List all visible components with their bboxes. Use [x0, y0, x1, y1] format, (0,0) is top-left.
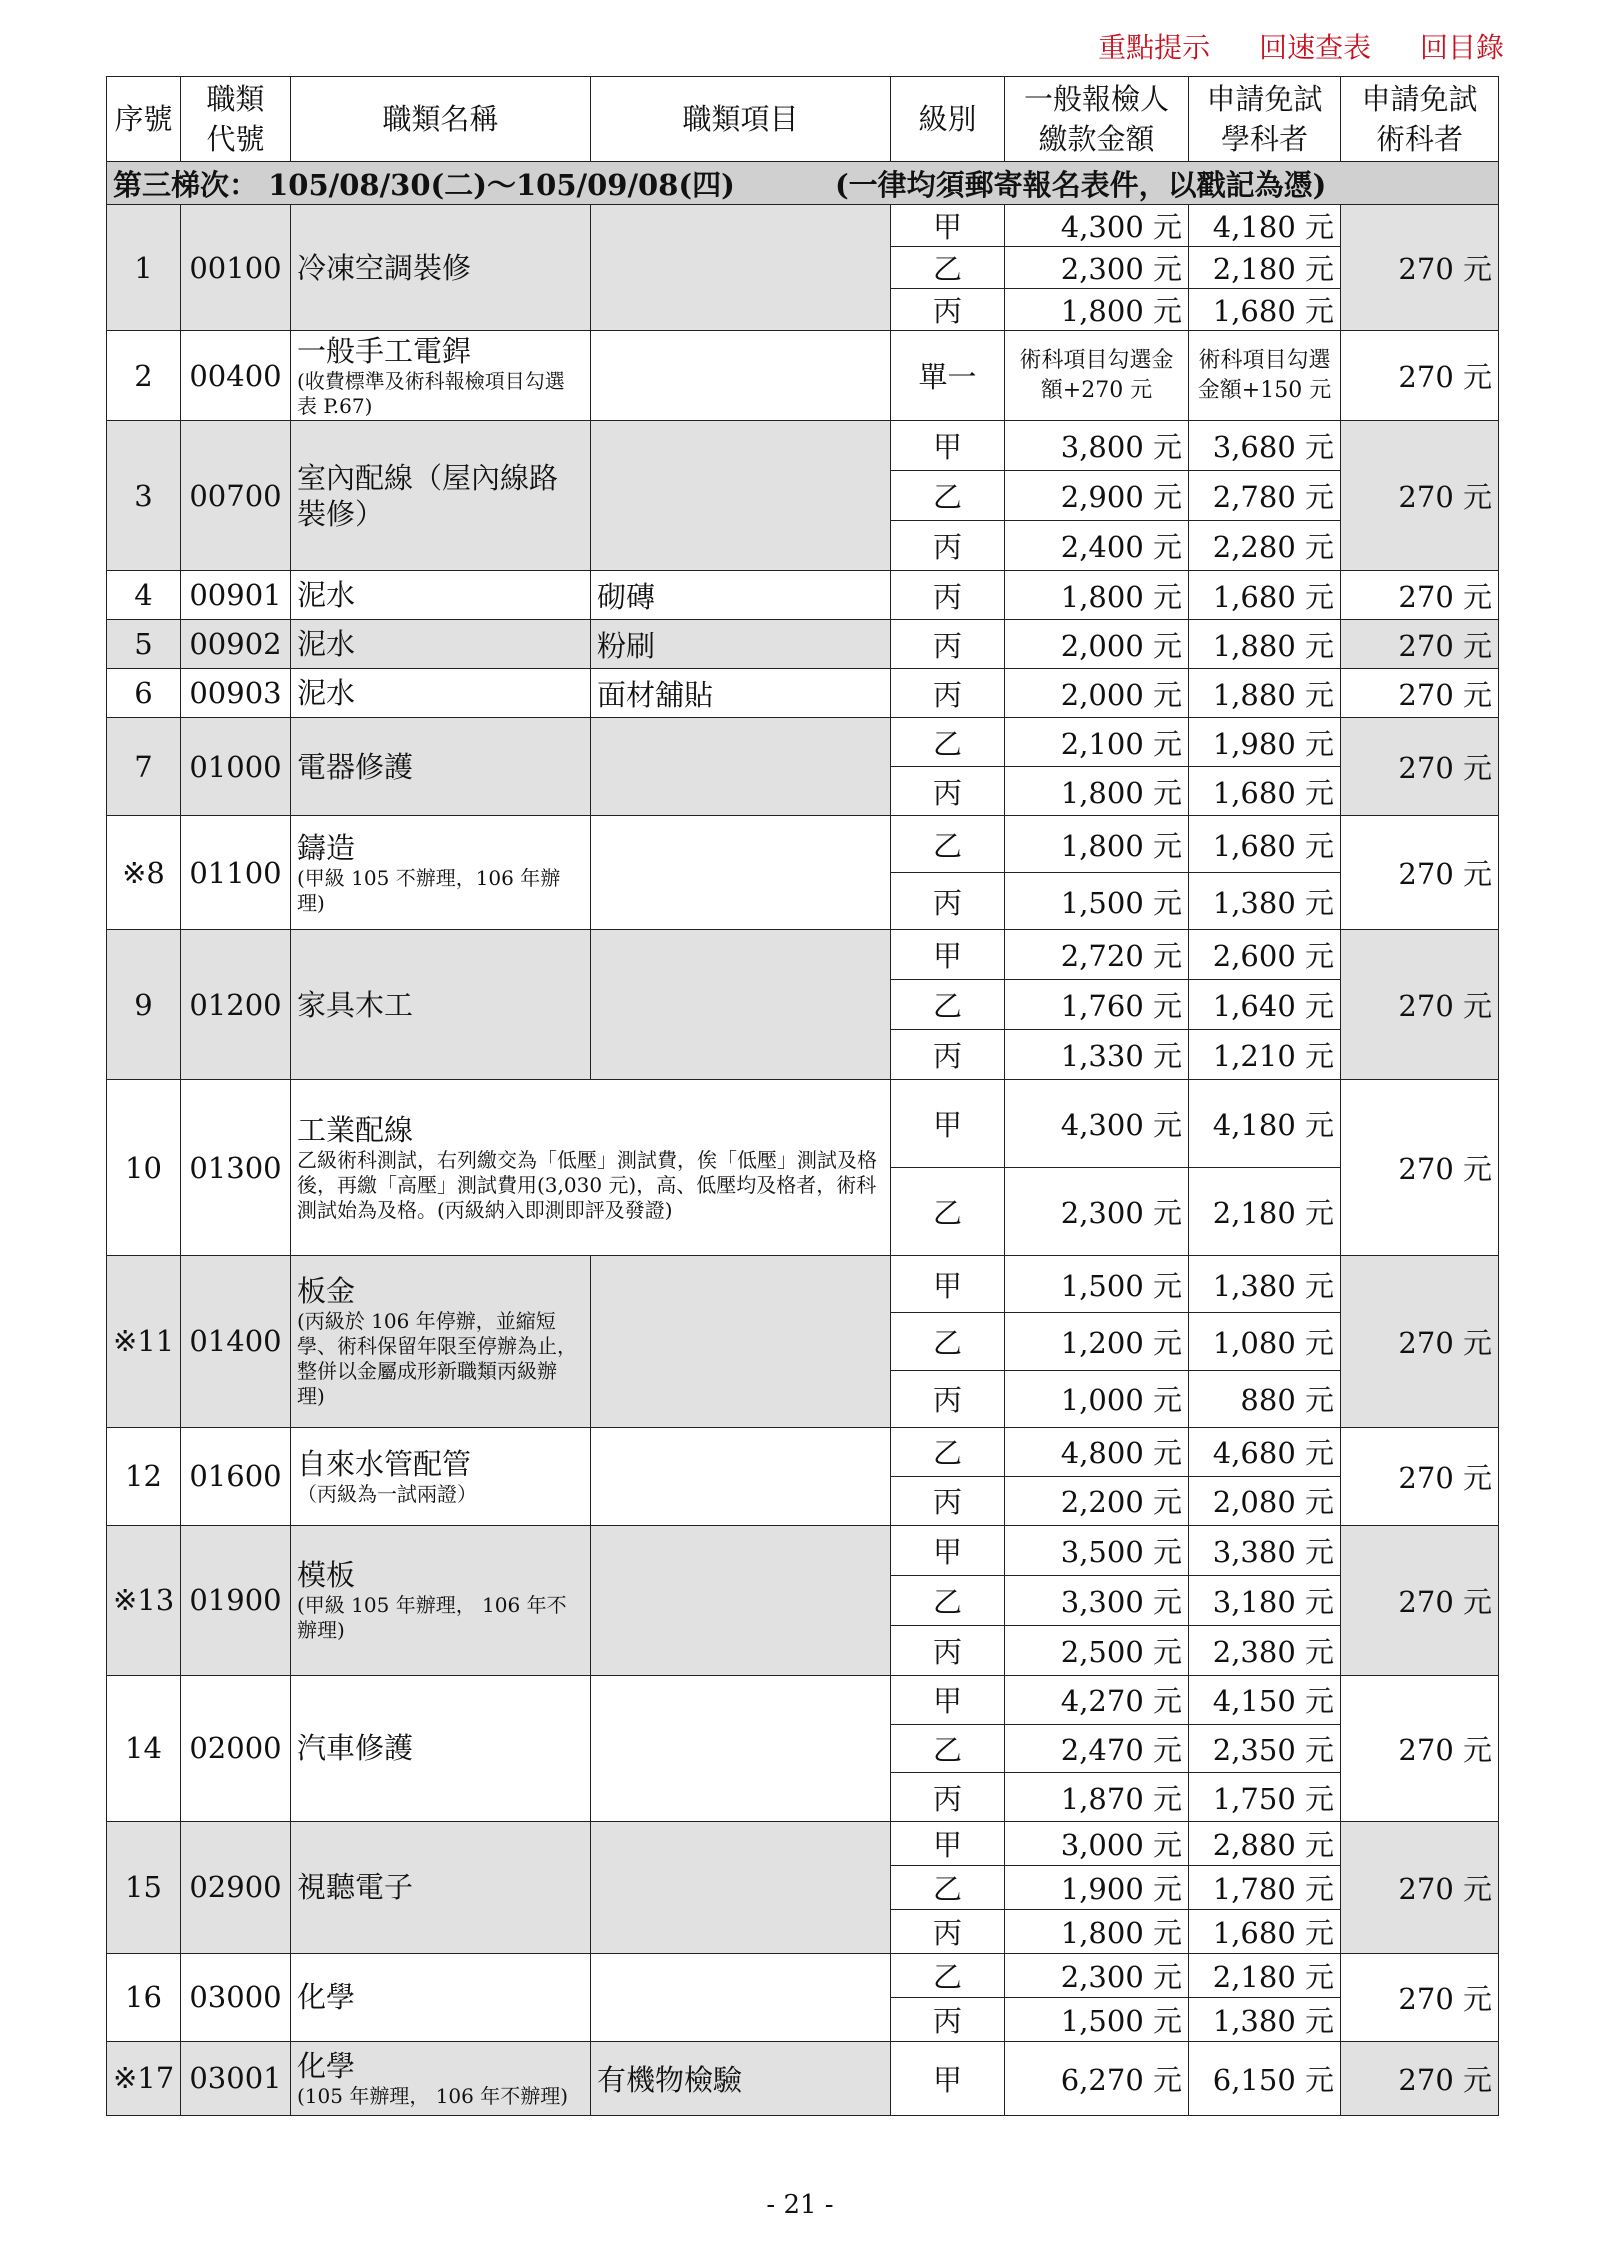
cell-name — [291, 331, 591, 421]
cell-level: 乙 — [891, 1575, 1005, 1625]
table-row — [107, 669, 1499, 718]
cell-exempt-theory: 3,180 元 — [1189, 1575, 1341, 1625]
cell-level: 甲 — [891, 1256, 1005, 1313]
cell-exempt-theory: 2,880 元 — [1189, 1821, 1341, 1865]
cell-exempt-practical: 270 元 — [1341, 620, 1499, 669]
cell-item — [591, 718, 891, 816]
cell-fee: 2,300 元 — [1005, 1168, 1189, 1256]
cell-item — [591, 1525, 891, 1675]
cell-exempt-theory: 1,380 元 — [1189, 1997, 1341, 2041]
cell-item — [591, 205, 891, 331]
cell-level: 乙 — [891, 1427, 1005, 1476]
cell-level: 甲 — [891, 1525, 1005, 1575]
cell-exempt-theory: 1,640 元 — [1189, 980, 1341, 1030]
table-row — [107, 816, 1499, 873]
cell-level: 乙 — [891, 718, 1005, 767]
cell-level: 丙 — [891, 1997, 1005, 2041]
job-note: 乙級術科測試，右列繳交為「低壓」測試費，俟「低壓」測試及格後，再繳「高壓」測試費用(3,030 元)，高、低壓均及格者，術科測試始為及格。(丙級納入即測即評及發證) — [297, 1148, 877, 1222]
cell-fee: 4,300 元 — [1005, 205, 1189, 247]
cell-code: 01100 — [181, 816, 291, 930]
header-item: 職類項目 — [591, 77, 891, 162]
cell-seq: 12 — [107, 1427, 181, 1525]
cell-exempt-theory: 2,350 元 — [1189, 1724, 1341, 1773]
table-row — [107, 2041, 1499, 2115]
job-name: 模板 — [297, 1558, 356, 1593]
cell-exempt-theory: 術科項目勾選金額+150 元 — [1189, 331, 1341, 421]
cell-exempt-theory: 1,680 元 — [1189, 289, 1341, 331]
cell-name — [291, 571, 591, 620]
cell-level: 乙 — [891, 471, 1005, 521]
cell-exempt-theory: 1,680 元 — [1189, 1909, 1341, 1953]
cell-item — [591, 1675, 891, 1821]
cell-level: 丙 — [891, 289, 1005, 331]
table-row — [107, 571, 1499, 620]
cell-seq: 1 — [107, 205, 181, 331]
cell-fee: 2,720 元 — [1005, 930, 1189, 980]
cell-exempt-practical: 270 元 — [1341, 2041, 1499, 2115]
cell-fee: 2,100 元 — [1005, 718, 1189, 767]
top-links — [1058, 26, 1504, 66]
cell-exempt-theory: 1,210 元 — [1189, 1030, 1341, 1080]
job-name: 泥水 — [297, 627, 356, 661]
job-name: 泥水 — [297, 578, 356, 612]
cell-name — [291, 1427, 591, 1525]
table-row — [107, 1953, 1499, 1997]
job-name: 鑄造 — [297, 830, 356, 865]
cell-name — [291, 930, 591, 1080]
job-name: 視聽電子 — [297, 1870, 414, 1905]
cell-exempt-practical: 270 元 — [1341, 1427, 1499, 1525]
cell-exempt-theory: 2,180 元 — [1189, 247, 1341, 289]
cell-exempt-theory: 4,150 元 — [1189, 1675, 1341, 1724]
cell-exempt-theory: 1,680 元 — [1189, 816, 1341, 873]
cell-fee: 1,800 元 — [1005, 289, 1189, 331]
cell-item — [591, 1427, 891, 1525]
cell-fee: 2,200 元 — [1005, 1476, 1189, 1525]
table-row — [107, 620, 1499, 669]
cell-fee: 3,800 元 — [1005, 421, 1189, 471]
cell-fee: 1,870 元 — [1005, 1773, 1189, 1822]
table-row — [107, 718, 1499, 767]
cell-exempt-theory: 4,180 元 — [1189, 1080, 1341, 1168]
job-note: (甲級 105 年辦理， 106 年不辦理) — [297, 1593, 567, 1643]
cell-exempt-theory: 2,280 元 — [1189, 521, 1341, 571]
cell-fee: 1,800 元 — [1005, 1909, 1189, 1953]
page-number: - 21 - — [766, 2190, 834, 2220]
cell-fee: 1,900 元 — [1005, 1865, 1189, 1909]
cell-fee: 4,300 元 — [1005, 1080, 1189, 1168]
cell-exempt-practical: 270 元 — [1341, 816, 1499, 930]
cell-exempt-theory: 2,080 元 — [1189, 1476, 1341, 1525]
cell-seq: 7 — [107, 718, 181, 816]
cell-name — [291, 1256, 591, 1428]
cell-item — [591, 1953, 891, 2041]
header-fee: 一般報檢人繳款金額 — [1005, 77, 1189, 162]
cell-item — [591, 331, 891, 421]
cell-name — [291, 669, 591, 718]
cell-exempt-practical: 270 元 — [1341, 1256, 1499, 1428]
table-row — [107, 1427, 1499, 1476]
job-name: 化學 — [297, 1980, 356, 2015]
cell-exempt-practical: 270 元 — [1341, 331, 1499, 421]
cell-level: 丙 — [891, 1909, 1005, 1953]
header-row — [107, 77, 1499, 162]
cell-item: 面材舖貼 — [591, 669, 891, 718]
fee-table-body — [107, 205, 1499, 2116]
cell-code: 00400 — [181, 331, 291, 421]
cell-exempt-theory: 1,080 元 — [1189, 1313, 1341, 1370]
cell-exempt-practical: 270 元 — [1341, 1821, 1499, 1953]
cell-name — [291, 620, 591, 669]
cell-level: 甲 — [891, 1821, 1005, 1865]
cell-exempt-theory: 1,680 元 — [1189, 571, 1341, 620]
cell-level: 丙 — [891, 1476, 1005, 1525]
cell-exempt-practical: 270 元 — [1341, 930, 1499, 1080]
cell-fee: 3,500 元 — [1005, 1525, 1189, 1575]
table-row — [107, 421, 1499, 471]
session-title-row — [107, 162, 1499, 205]
cell-fee: 2,900 元 — [1005, 471, 1189, 521]
cell-exempt-theory: 2,180 元 — [1189, 1953, 1341, 1997]
cell-fee: 2,000 元 — [1005, 669, 1189, 718]
header-seq: 序號 — [107, 77, 181, 162]
cell-level: 甲 — [891, 205, 1005, 247]
cell-seq: ※8 — [107, 816, 181, 930]
cell-fee: 2,300 元 — [1005, 247, 1189, 289]
cell-exempt-practical: 270 元 — [1341, 421, 1499, 571]
cell-level: 丙 — [891, 1030, 1005, 1080]
cell-level: 甲 — [891, 1675, 1005, 1724]
cell-seq: 2 — [107, 331, 181, 421]
cell-name — [291, 718, 591, 816]
cell-level: 乙 — [891, 1168, 1005, 1256]
table-row — [107, 1525, 1499, 1575]
cell-level: 丙 — [891, 669, 1005, 718]
cell-exempt-theory: 6,150 元 — [1189, 2041, 1341, 2115]
cell-seq: ※11 — [107, 1256, 181, 1428]
job-name: 汽車修護 — [297, 1731, 414, 1766]
cell-exempt-theory: 2,180 元 — [1189, 1168, 1341, 1256]
cell-exempt-theory: 2,780 元 — [1189, 471, 1341, 521]
cell-fee: 1,500 元 — [1005, 1256, 1189, 1313]
cell-code: 01900 — [181, 1525, 291, 1675]
link-key-points[interactable]: 重點提示 — [1098, 31, 1211, 64]
cell-level: 丙 — [891, 620, 1005, 669]
cell-name — [291, 205, 591, 331]
cell-level: 丙 — [891, 1370, 1005, 1427]
job-name: 電器修護 — [297, 749, 414, 784]
cell-exempt-practical: 270 元 — [1341, 1953, 1499, 2041]
header-code: 職類代號 — [181, 77, 291, 162]
job-name: 一般手工電銲 — [297, 333, 472, 368]
cell-item — [591, 421, 891, 571]
cell-exempt-practical: 270 元 — [1341, 1080, 1499, 1256]
header-exempt-practical: 申請免試術科者 — [1341, 77, 1499, 162]
session-mail-note: (一律均須郵寄報名表件，以戳記為憑) — [834, 167, 1327, 202]
table-row — [107, 1675, 1499, 1724]
cell-name — [291, 816, 591, 930]
cell-exempt-theory: 1,980 元 — [1189, 718, 1341, 767]
cell-level: 甲 — [891, 1080, 1005, 1168]
cell-item: 砌磚 — [591, 571, 891, 620]
cell-fee: 1,500 元 — [1005, 1997, 1189, 2041]
cell-fee: 3,300 元 — [1005, 1575, 1189, 1625]
link-quick-lookup[interactable]: 回速查表 — [1259, 31, 1372, 64]
cell-level: 丙 — [891, 521, 1005, 571]
cell-exempt-practical: 270 元 — [1341, 718, 1499, 816]
table-row — [107, 205, 1499, 247]
cell-item — [591, 930, 891, 1080]
cell-fee: 1,760 元 — [1005, 980, 1189, 1030]
job-name: 家具木工 — [297, 987, 414, 1022]
cell-level: 丙 — [891, 1773, 1005, 1822]
link-table-of-contents[interactable]: 回目錄 — [1419, 31, 1504, 64]
cell-exempt-practical: 270 元 — [1341, 205, 1499, 331]
cell-code: 00902 — [181, 620, 291, 669]
cell-code: 00700 — [181, 421, 291, 571]
job-note: (105 年辦理， 106 年不辦理) — [297, 2083, 569, 2108]
job-note: (收費標準及術科報檢項目勾選表 P.67) — [297, 368, 565, 418]
cell-level: 乙 — [891, 247, 1005, 289]
cell-exempt-theory: 4,680 元 — [1189, 1427, 1341, 1476]
cell-name — [291, 1675, 591, 1821]
table-row — [107, 331, 1499, 421]
cell-level: 乙 — [891, 980, 1005, 1030]
cell-code: 03000 — [181, 1953, 291, 2041]
cell-name — [291, 1821, 591, 1953]
cell-item: 有機物檢驗 — [591, 2041, 891, 2115]
cell-item: 粉刷 — [591, 620, 891, 669]
session-title — [107, 162, 1499, 205]
cell-level: 乙 — [891, 1313, 1005, 1370]
cell-code: 03001 — [181, 2041, 291, 2115]
cell-fee: 2,500 元 — [1005, 1625, 1189, 1675]
cell-code: 01300 — [181, 1080, 291, 1256]
cell-seq: 4 — [107, 571, 181, 620]
cell-level: 甲 — [891, 2041, 1005, 2115]
cell-level: 丙 — [891, 767, 1005, 816]
cell-item — [591, 816, 891, 930]
cell-name — [291, 1525, 591, 1675]
header-level: 級別 — [891, 77, 1005, 162]
fee-table-sheet — [106, 76, 1498, 2116]
cell-seq: 16 — [107, 1953, 181, 2041]
cell-fee: 1,200 元 — [1005, 1313, 1189, 1370]
cell-seq: ※17 — [107, 2041, 181, 2115]
table-row — [107, 1256, 1499, 1313]
job-name: 工業配線 — [297, 1113, 414, 1147]
cell-exempt-theory: 1,750 元 — [1189, 1773, 1341, 1822]
cell-level: 甲 — [891, 930, 1005, 980]
cell-code: 01000 — [181, 718, 291, 816]
cell-exempt-practical: 270 元 — [1341, 1525, 1499, 1675]
cell-level: 單一 — [891, 331, 1005, 421]
job-name: 冷凍空調裝修 — [297, 250, 472, 285]
cell-seq: 10 — [107, 1080, 181, 1256]
cell-level: 丙 — [891, 571, 1005, 620]
cell-fee: 1,500 元 — [1005, 873, 1189, 930]
cell-code: 02000 — [181, 1675, 291, 1821]
cell-level: 乙 — [891, 1953, 1005, 1997]
cell-fee: 1,000 元 — [1005, 1370, 1189, 1427]
cell-fee: 2,000 元 — [1005, 620, 1189, 669]
cell-level: 丙 — [891, 1625, 1005, 1675]
cell-seq: 14 — [107, 1675, 181, 1821]
cell-exempt-practical: 270 元 — [1341, 1675, 1499, 1821]
cell-fee: 2,300 元 — [1005, 1953, 1189, 1997]
cell-exempt-theory: 3,380 元 — [1189, 1525, 1341, 1575]
cell-level: 甲 — [891, 421, 1005, 471]
cell-code: 00903 — [181, 669, 291, 718]
cell-item — [591, 1821, 891, 1953]
cell-name — [291, 421, 591, 571]
cell-code: 01600 — [181, 1427, 291, 1525]
cell-code: 00901 — [181, 571, 291, 620]
cell-fee: 3,000 元 — [1005, 1821, 1189, 1865]
cell-level: 乙 — [891, 1724, 1005, 1773]
cell-fee: 4,270 元 — [1005, 1675, 1189, 1724]
job-name: 室內配線（屋內線路裝修） — [297, 460, 559, 531]
cell-exempt-theory: 4,180 元 — [1189, 205, 1341, 247]
cell-exempt-theory: 2,380 元 — [1189, 1625, 1341, 1675]
cell-seq: 3 — [107, 421, 181, 571]
cell-level: 丙 — [891, 873, 1005, 930]
session-dates: 第三梯次： 105/08/30(二)～105/09/08(四) — [113, 167, 735, 202]
cell-exempt-practical: 270 元 — [1341, 571, 1499, 620]
header-name: 職類名稱 — [291, 77, 591, 162]
cell-code: 02900 — [181, 1821, 291, 1953]
cell-seq: 15 — [107, 1821, 181, 1953]
cell-exempt-practical: 270 元 — [1341, 669, 1499, 718]
table-row — [107, 1821, 1499, 1865]
job-name: 化學 — [297, 2048, 356, 2083]
cell-fee: 1,330 元 — [1005, 1030, 1189, 1080]
table-row — [107, 930, 1499, 980]
cell-fee: 1,800 元 — [1005, 571, 1189, 620]
cell-code: 01200 — [181, 930, 291, 1080]
cell-fee: 1,800 元 — [1005, 767, 1189, 816]
cell-name — [291, 2041, 591, 2115]
fee-table — [106, 76, 1499, 2116]
cell-exempt-theory: 880 元 — [1189, 1370, 1341, 1427]
cell-exempt-theory: 2,600 元 — [1189, 930, 1341, 980]
cell-name — [291, 1080, 891, 1256]
cell-exempt-theory: 1,780 元 — [1189, 1865, 1341, 1909]
table-row — [107, 1080, 1499, 1168]
cell-fee: 2,470 元 — [1005, 1724, 1189, 1773]
cell-code: 00100 — [181, 205, 291, 331]
job-name: 板金 — [297, 1274, 356, 1309]
job-note: (甲級 105 不辦理，106 年辦理) — [297, 865, 561, 915]
cell-exempt-theory: 1,380 元 — [1189, 873, 1341, 930]
cell-item — [591, 1256, 891, 1428]
cell-fee: 1,800 元 — [1005, 816, 1189, 873]
job-name: 自來水管配管 — [297, 1446, 472, 1481]
cell-seq: ※13 — [107, 1525, 181, 1675]
cell-seq: 5 — [107, 620, 181, 669]
cell-exempt-theory: 1,880 元 — [1189, 620, 1341, 669]
cell-exempt-theory: 3,680 元 — [1189, 421, 1341, 471]
cell-level: 乙 — [891, 816, 1005, 873]
cell-exempt-theory: 1,380 元 — [1189, 1256, 1341, 1313]
job-note: (丙級於 106 年停辦，並縮短學、術科保留年限至停辦為止，整併以金屬成形新職類丙級辦理) — [297, 1309, 577, 1409]
cell-fee: 4,800 元 — [1005, 1427, 1189, 1476]
cell-seq: 6 — [107, 669, 181, 718]
job-note: （丙級為一試兩證） — [297, 1481, 477, 1506]
cell-exempt-theory: 1,880 元 — [1189, 669, 1341, 718]
cell-code: 01400 — [181, 1256, 291, 1428]
cell-fee: 2,400 元 — [1005, 521, 1189, 571]
cell-seq: 9 — [107, 930, 181, 1080]
cell-fee: 6,270 元 — [1005, 2041, 1189, 2115]
cell-exempt-theory: 1,680 元 — [1189, 767, 1341, 816]
header-exempt-theory: 申請免試學科者 — [1189, 77, 1341, 162]
cell-level: 乙 — [891, 1865, 1005, 1909]
cell-name — [291, 1953, 591, 2041]
cell-fee: 術科項目勾選金額+270 元 — [1005, 331, 1189, 421]
job-name: 泥水 — [297, 676, 356, 710]
